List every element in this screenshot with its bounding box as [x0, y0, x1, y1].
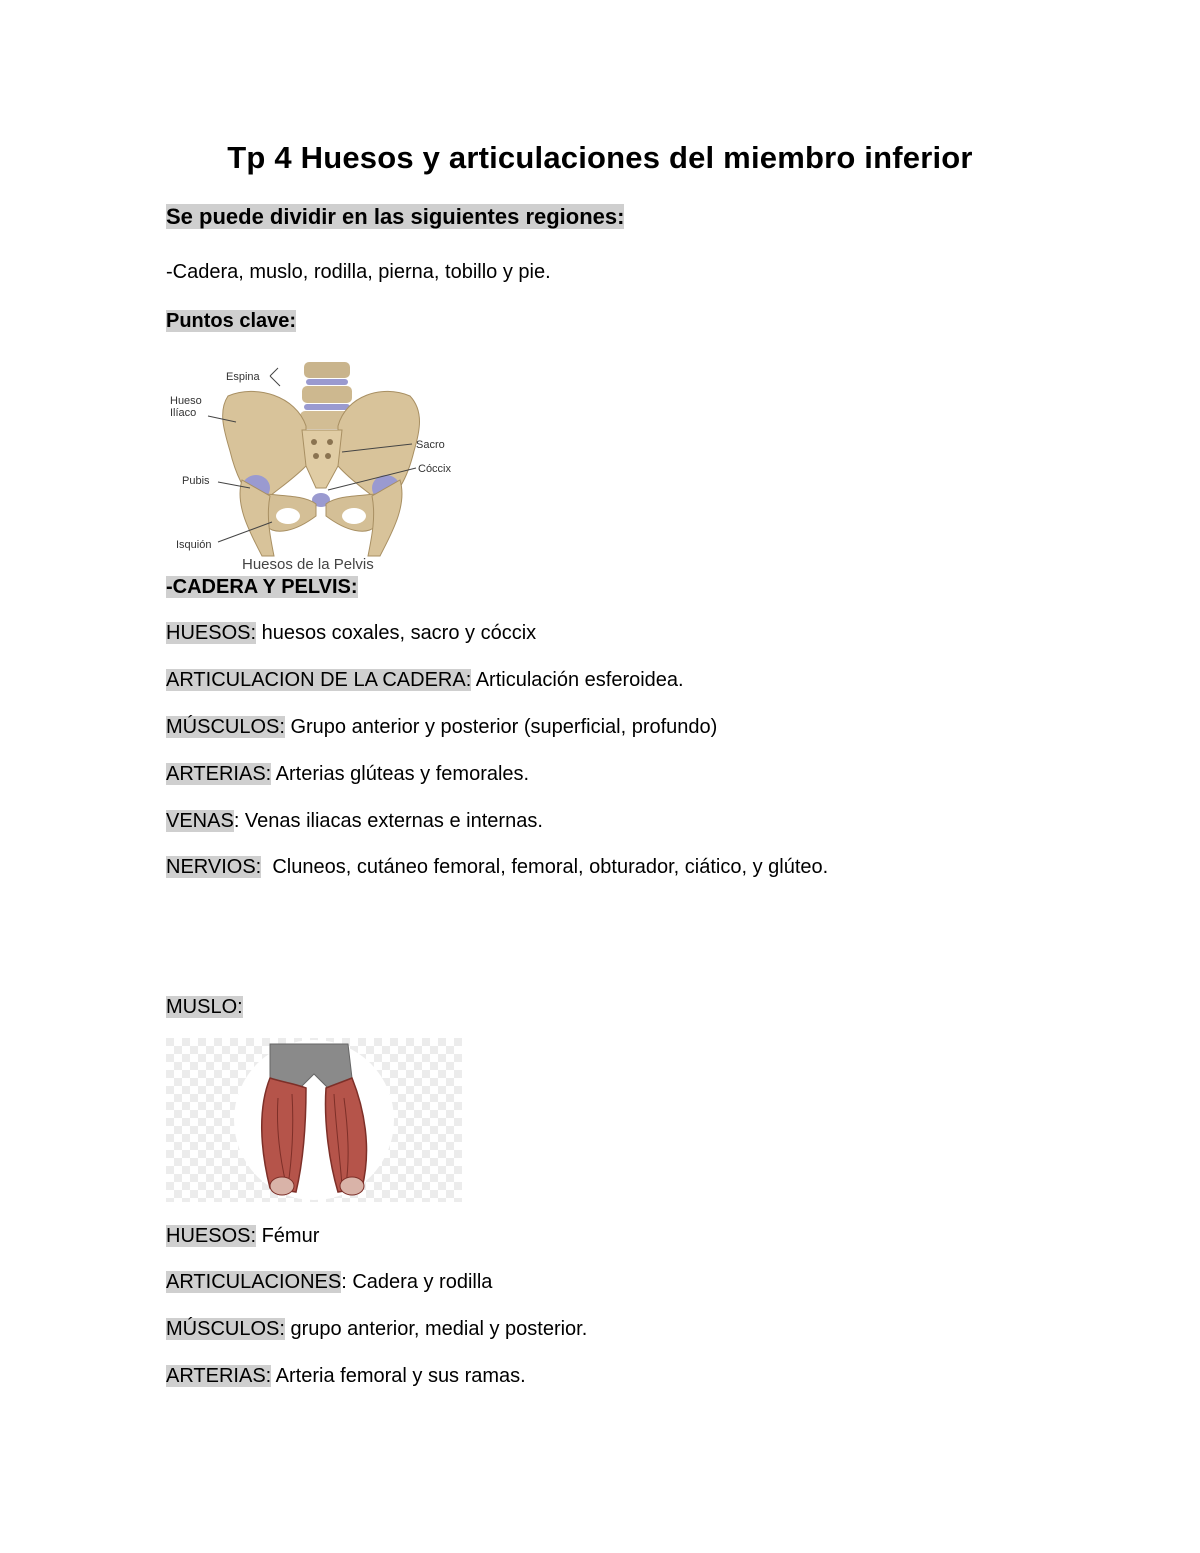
thigh-item-label: ARTICULACIONES	[166, 1271, 342, 1293]
regions-text: -Cadera, muslo, rodilla, pierna, tobillo y pie.	[166, 261, 551, 283]
thigh-item-label: MÚSCULOS:	[166, 1318, 285, 1340]
thigh-muscles-illustration	[166, 1038, 462, 1202]
hip-item-venas	[166, 807, 543, 835]
pelvis-drawing	[166, 356, 466, 572]
hip-section-heading-text: -CADERA Y PELVIS:	[166, 576, 358, 598]
hip-item-arterias	[166, 760, 529, 788]
thigh-item-text: grupo anterior, medial y posterior.	[284, 1318, 588, 1340]
label-espina: Espina	[226, 371, 260, 383]
key-points-heading-text: Puntos clave:	[166, 310, 297, 332]
hip-item-text: Articulación esferoidea.	[471, 669, 684, 691]
thigh-item-musculos	[166, 1315, 587, 1343]
label-hueso-iliaco-2: Ilíaco	[170, 407, 197, 419]
page-title: Tp 4 Huesos y articulaciones del miembro inferior	[227, 140, 973, 175]
hip-item-nervios	[166, 853, 828, 881]
thigh-item-text: Fémur	[256, 1225, 320, 1247]
thigh-item-label: ARTERIAS:	[166, 1365, 272, 1387]
thigh-item-arterias	[166, 1362, 526, 1390]
thigh-item-huesos	[166, 1222, 319, 1250]
hip-item-label: HUESOS:	[166, 622, 257, 644]
regions-heading	[166, 203, 624, 231]
hip-item-huesos	[166, 619, 536, 647]
thigh-item-articulaciones	[166, 1268, 492, 1296]
hip-item-articulacion	[166, 666, 684, 694]
label-isquion: Isquión	[176, 539, 212, 551]
label-sacro: Sacro	[416, 439, 445, 451]
regions-heading-text: Se puede dividir en las siguientes regiones:	[166, 204, 625, 229]
hip-item-label: NERVIOS:	[166, 856, 262, 878]
label-hueso-iliaco-1: Hueso	[170, 395, 202, 407]
thigh-section-heading	[166, 993, 243, 1021]
hip-item-label: ARTERIAS:	[166, 763, 272, 785]
hip-item-text: Arterias glúteas y femorales.	[271, 763, 530, 785]
hip-item-label: ARTICULACION DE LA CADERA:	[166, 669, 472, 691]
thigh-section-heading-text: MUSLO:	[166, 996, 243, 1018]
hip-item-label: MÚSCULOS:	[166, 716, 285, 738]
hip-item-label: VENAS	[166, 810, 234, 832]
key-points-heading	[166, 307, 296, 335]
hip-section-heading	[166, 573, 358, 601]
hip-item-text: Cluneos, cutáneo femoral, femoral, obturador, ciático, y glúteo.	[261, 856, 829, 878]
pelvis-caption: Huesos de la Pelvis	[242, 556, 374, 572]
hip-item-text: huesos coxales, sacro y cóccix	[256, 622, 537, 644]
label-pubis: Pubis	[182, 475, 210, 487]
thigh-item-label: HUESOS:	[166, 1225, 257, 1247]
label-coccix: Cóccix	[418, 463, 452, 475]
pelvis-illustration	[166, 356, 466, 572]
thigh-drawing	[166, 1038, 462, 1202]
thigh-item-text: : Cadera y rodilla	[341, 1271, 493, 1293]
hip-item-text: : Venas iliacas externas e internas.	[233, 810, 543, 832]
thigh-item-text: Arteria femoral y sus ramas.	[271, 1365, 526, 1387]
hip-item-text: Grupo anterior y posterior (superficial, profundo)	[284, 716, 718, 738]
hip-item-musculos	[166, 713, 717, 741]
